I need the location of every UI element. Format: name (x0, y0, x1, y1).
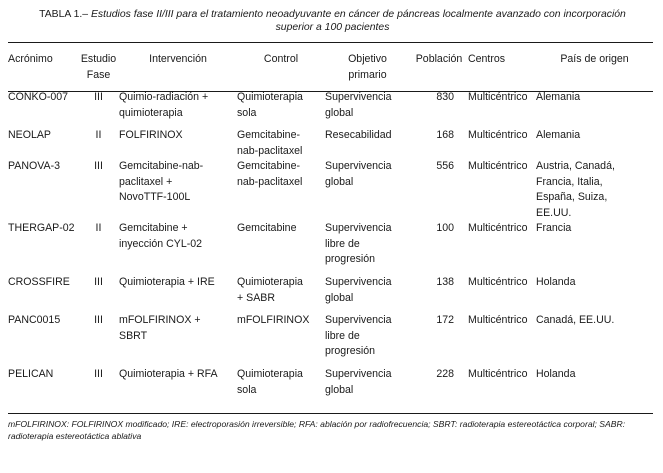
header-objetivo-primario: Objetivo primario (348, 53, 387, 81)
table-row (8, 90, 653, 128)
header-acronimo: Acrónimo (8, 53, 53, 65)
header-intervencion: Intervención (149, 53, 207, 65)
cell-control: Gemcitabine (237, 222, 297, 234)
cell-intervencion: mFOLFIRINOX + SBRT (119, 314, 201, 342)
cell-pais: Alemania (536, 129, 581, 141)
cell-intervencion: Gemcitabine-nab- paclitaxel + NovoTTF-100L (119, 160, 204, 203)
cell-intervencion: Quimio-radiación + quimioterapia (119, 91, 209, 119)
cell-pais: Austria, Canadá, Francia, Italia, España, Suiza, EE.UU. (536, 160, 615, 219)
cell-poblacion: 172 (436, 314, 454, 326)
header-estudio-fase: Estudio Fase (80, 53, 117, 81)
cell-fase: II (95, 222, 102, 234)
cell-control: Quimioterapia + SABR (237, 276, 303, 304)
table-row (8, 313, 653, 367)
cell-acronimo: NEOLAP (8, 129, 51, 141)
cell-fase: III (94, 91, 103, 103)
cell-intervencion: Quimioterapia + RFA (119, 368, 218, 380)
cell-fase: III (94, 314, 103, 326)
table-row (8, 128, 653, 159)
header-centros: Centros (468, 53, 506, 65)
header-control: Control (263, 53, 299, 65)
cell-pais: Canadá, EE.UU. (536, 314, 615, 326)
cell-acronimo: PANC0015 (8, 314, 61, 326)
table-row (8, 159, 653, 221)
cell-acronimo: CONKO-007 (8, 91, 69, 103)
top-rule (8, 42, 653, 43)
cell-poblacion: 100 (436, 222, 454, 234)
cell-centros: Multicéntrico (468, 222, 528, 234)
cell-fase: III (94, 368, 103, 380)
cell-centros: Multicéntrico (468, 314, 528, 326)
cell-intervencion: Gemcitabine + inyección CYL-02 (119, 222, 203, 250)
cell-poblacion: 556 (436, 160, 454, 172)
header-poblacion: Población (415, 53, 463, 65)
cell-poblacion: 168 (436, 129, 454, 141)
cell-objetivo: Supervivencia global (325, 276, 392, 304)
cell-acronimo: PANOVA-3 (8, 160, 61, 172)
cell-centros: Multicéntrico (468, 368, 528, 380)
caption-title: Estudios fase II/III para el tratamiento neoadyuvante en cáncer de páncreas localmente avanzado con incorporación superior a 100 pacientes (88, 9, 626, 33)
cell-intervencion: Quimioterapia + IRE (119, 276, 215, 288)
cell-control: Gemcitabine- nab-paclitaxel (237, 160, 303, 188)
cell-acronimo: PELICAN (8, 368, 54, 380)
cell-centros: Multicéntrico (468, 160, 528, 172)
cell-poblacion: 228 (436, 368, 454, 380)
cell-objetivo: Supervivencia libre de progresión (325, 314, 392, 357)
cell-fase: II (95, 129, 102, 141)
cell-objetivo: Supervivencia global (325, 160, 392, 188)
cell-objetivo: Supervivencia global (325, 91, 392, 119)
cell-control: Gemcitabine- nab-paclitaxel (237, 129, 303, 157)
cell-centros: Multicéntrico (468, 129, 528, 141)
table-row (8, 367, 653, 405)
cell-objetivo: Supervivencia libre de progresión (325, 222, 392, 265)
cell-fase: III (94, 160, 103, 172)
cell-pais: Francia (536, 222, 572, 234)
cell-objetivo: Resecabilidad (325, 129, 392, 141)
cell-control: Quimioterapia sola (237, 368, 303, 396)
cell-acronimo: THERGAP-02 (8, 222, 75, 234)
cell-control: mFOLFIRINOX (237, 314, 310, 326)
bottom-rule (8, 413, 653, 414)
cell-pais: Alemania (536, 91, 581, 103)
table-row (8, 275, 653, 313)
cell-centros: Multicéntrico (468, 91, 528, 103)
cell-centros: Multicéntrico (468, 276, 528, 288)
cell-poblacion: 830 (436, 91, 454, 103)
cell-objetivo: Supervivencia global (325, 368, 392, 396)
cell-pais: Holanda (536, 368, 576, 380)
table-caption (20, 9, 645, 34)
header-pais-origen: País de origen (560, 53, 629, 65)
studies-table (8, 48, 653, 405)
cell-pais: Holanda (536, 276, 576, 288)
table-row (8, 221, 653, 275)
cell-fase: III (94, 276, 103, 288)
cell-control: Quimioterapia sola (237, 91, 303, 119)
table-footnote: mFOLFIRINOX: FOLFIRINOX modificado; IRE: electroporasión irreversible; RFA: ablación por radiofrecuencia; SBRT: radioterapia estereotáctica corporal; SABR: radioterapia estereotáctica ablativa (8, 419, 626, 441)
cell-intervencion: FOLFIRINOX (119, 129, 183, 141)
cell-poblacion: 138 (436, 276, 454, 288)
cell-acronimo: CROSSFIRE (8, 276, 70, 288)
caption-label: TABLA 1.– (39, 9, 89, 20)
header-row (8, 48, 653, 90)
